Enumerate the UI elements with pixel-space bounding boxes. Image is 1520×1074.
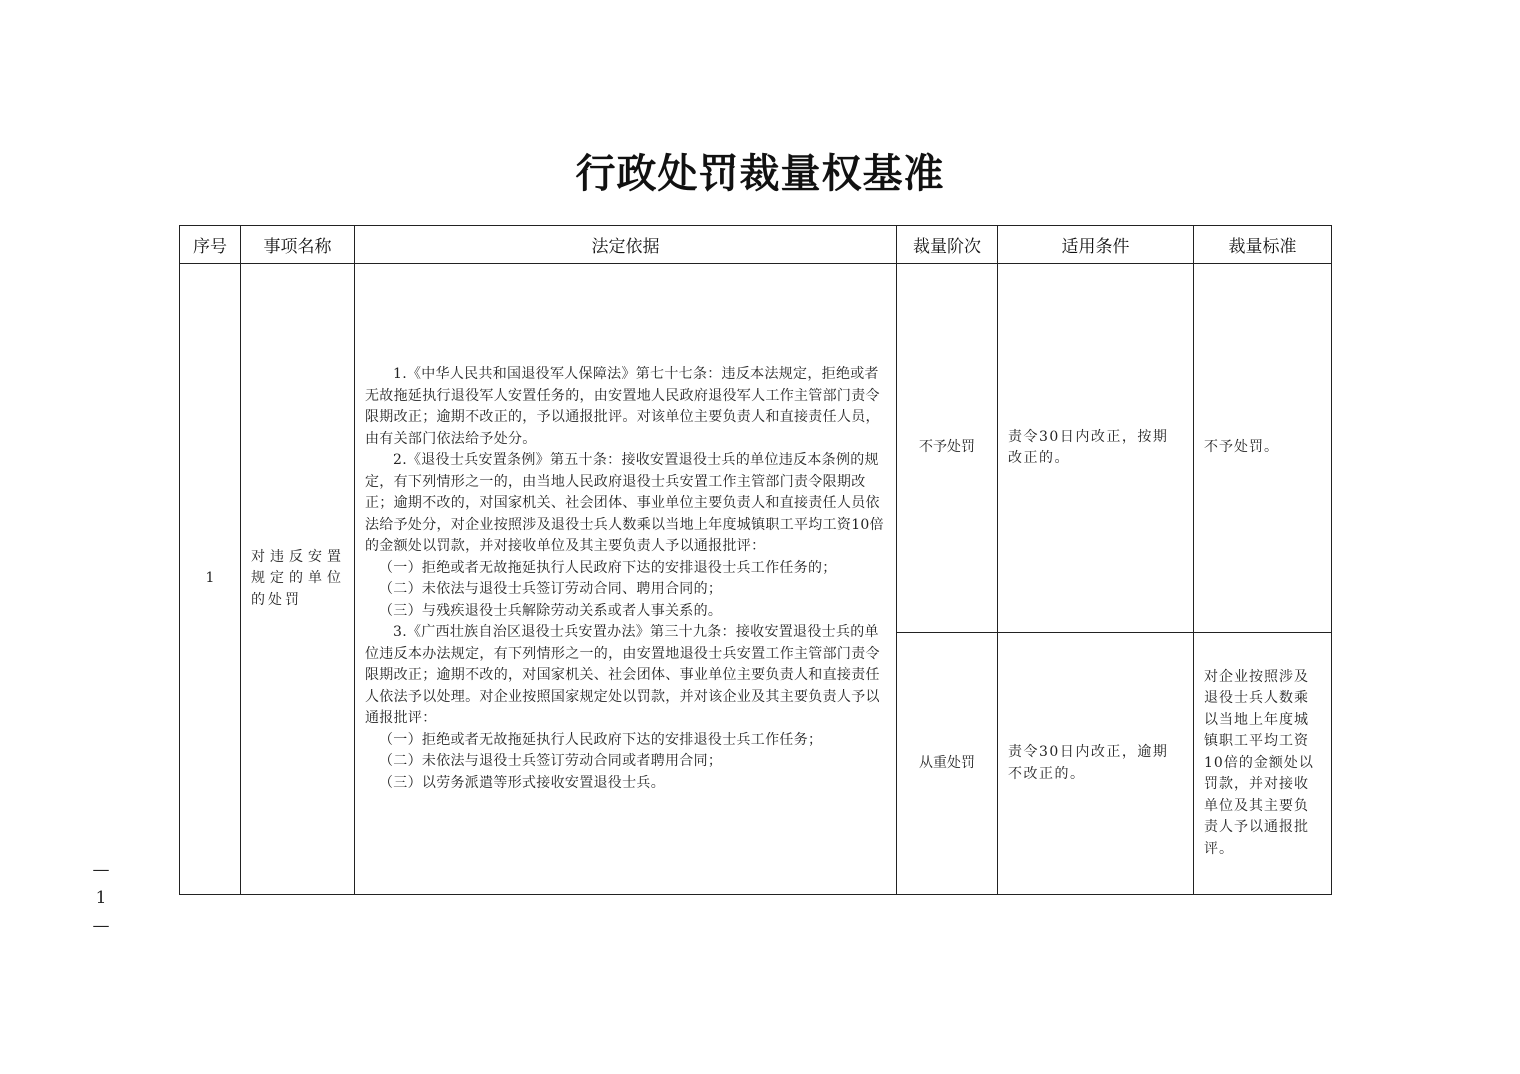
basis-clause: （二）未依法与退役士兵签订劳动合同或者聘用合同；: [379, 753, 723, 769]
document-title: 行政处罚裁量权基准: [575, 150, 945, 197]
basis-clause: （一）拒绝或者无故拖延执行人民政府下达的安排退役士兵工作任务的；: [379, 559, 837, 576]
basis-paragraph: 1.《中华人民共和国退役军人保障法》第七十七条：违反本法规定，拒绝或者无故拖延执行退役军人安置任务的，由安置地人民政府退役军人工作主管部门责令限期改正；逾期不改正的，予以通报批评。对该单位主要负责人和直接责任人员，由有关部门依法给予处分。: [365, 366, 880, 447]
page-number-dash-top: —: [92, 860, 110, 880]
header-seq: 序号: [180, 226, 241, 264]
cell-condition-heavy: 责令30日内改正，逾期不改正的。: [998, 633, 1194, 895]
table-header-row: [180, 226, 1332, 264]
basis-clause: （二）未依法与退役士兵签订劳动合同、聘用合同的；: [379, 581, 723, 597]
table-row: [180, 264, 1332, 633]
header-condition: 适用条件: [998, 226, 1194, 264]
cell-standard-heavy: 对企业按照涉及退役士兵人数乘以当地上年度城镇职工平均工资10倍的金额处以罚款，并对接收单位及其主要负责人予以通报批评。: [1194, 633, 1332, 895]
page-number: [91, 856, 111, 940]
basis-paragraph: 3.《广西壮族自治区退役士兵安置办法》第三十九条：接收安置退役士兵的单位违反本办法规定，有下列情形之一的，由安置地退役士兵安置工作主管部门责令限期改正；逾期不改的，对国家机关、社会团体、事业单位主要负责人和直接责任人依法予以处理。对企业按照国家规定处以罚款，并对该企业及其主要负责人予以通报批评：: [365, 624, 880, 726]
cell-legal-basis: [355, 264, 897, 895]
cell-seq: 1: [180, 264, 241, 895]
page-number-value: 1: [95, 888, 107, 908]
header-standard: 裁量标准: [1194, 226, 1332, 264]
cell-level-heavy: 从重处罚: [897, 633, 998, 895]
basis-clause: （一）拒绝或者无故拖延执行人民政府下达的安排退役士兵工作任务；: [379, 731, 823, 748]
page-number-dash-bottom: —: [92, 916, 110, 936]
header-item-name: 事项名称: [241, 226, 355, 264]
discretion-table: [179, 225, 1332, 895]
cell-condition-none: 责令30日内改正，按期改正的。: [998, 264, 1194, 633]
basis-clause: （三）与残疾退役士兵解除劳动关系或者人事关系的。: [379, 602, 723, 619]
basis-paragraph: 2.《退役士兵安置条例》第五十条：接收安置退役士兵的单位违反本条例的规定，有下列情形之一的，由当地人民政府退役士兵安置工作主管部门责令限期改正；逾期不改的，对国家机关、社会团体、事业单位主要负责人和直接责任人员依法给予处分，对企业按照涉及退役士兵人数乘以当地上年度城镇职工平均工资10倍的金额处以罚款，并对接收单位及其主要负责人予以通报批评：: [365, 452, 884, 554]
basis-clause: （三）以劳务派遣等形式接收安置退役士兵。: [379, 774, 665, 791]
cell-level-none: 不予处罚: [897, 264, 998, 633]
cell-item-name: 对违反安置规定的单位的处罚: [241, 264, 355, 895]
header-level: 裁量阶次: [897, 226, 998, 264]
header-legal-basis: 法定依据: [355, 226, 897, 264]
cell-standard-none: 不予处罚。: [1194, 264, 1332, 633]
